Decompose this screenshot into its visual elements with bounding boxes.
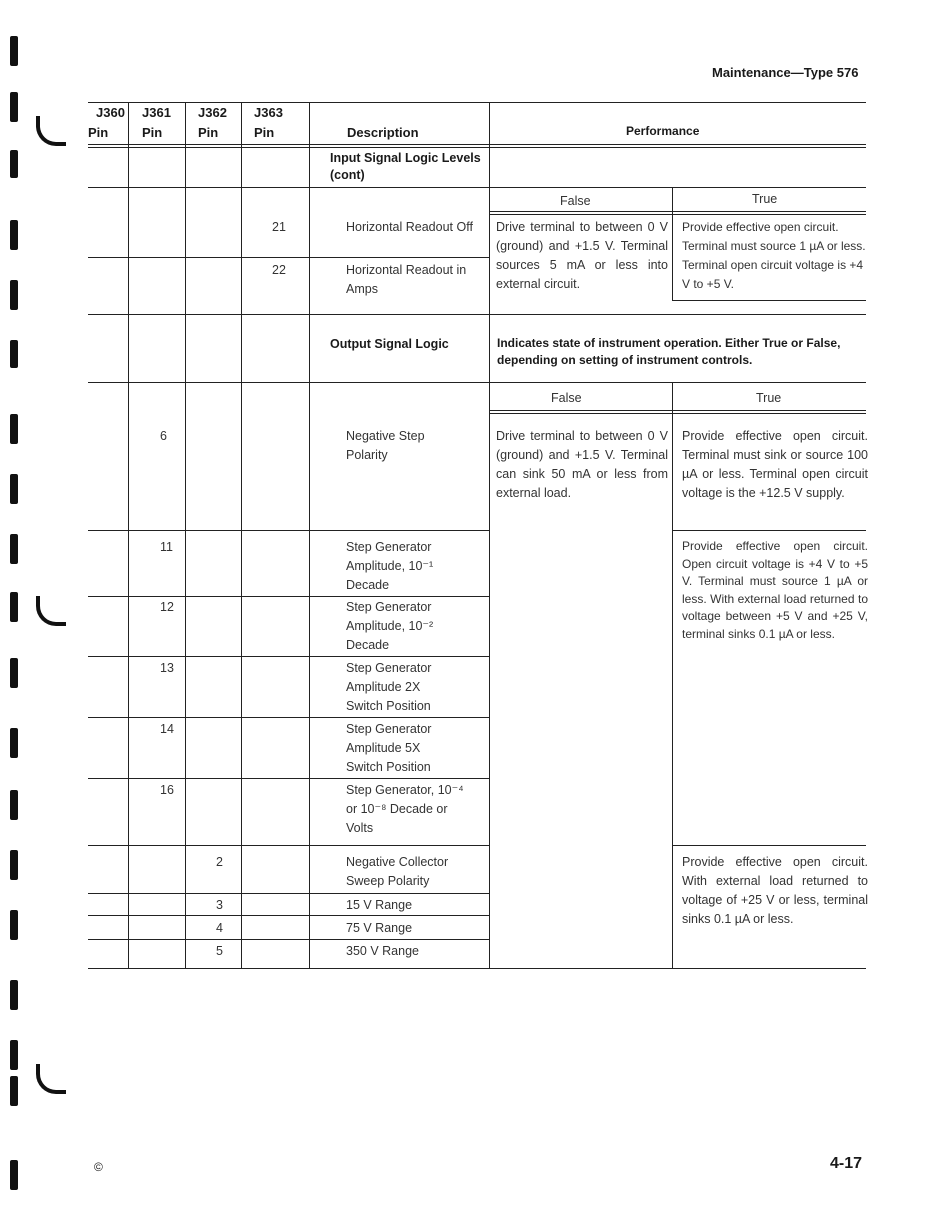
header-j361: J361: [142, 105, 171, 120]
pin-j362-5: 5: [216, 944, 223, 958]
binder-hook: [36, 596, 66, 626]
pin-j361-12: 12: [160, 600, 174, 614]
output-true-label: True: [756, 391, 782, 405]
pin-j361-16: 16: [160, 783, 174, 797]
output-true-text-3: Provide effective open circuit. With external load returned to voltage of +25 V or less, terminal sinks 0.1 µA or less.: [682, 855, 868, 926]
pin-j361-11: 11: [160, 540, 173, 554]
output-section-note: Indicates state of instrument operation. Either True or False, depending on setting of instrument controls.: [497, 336, 841, 367]
binder-hook: [36, 116, 66, 146]
output-false-label: False: [551, 391, 582, 405]
desc-step-gen-amp-10-2: Step Generator Amplitude, 10⁻² Decade: [346, 600, 434, 652]
input-true-text: Provide effective open circuit. Terminal must source 1 µA or less. Terminal open circuit voltage is +4 V to +5 V.: [682, 220, 866, 291]
header-j362-pin: Pin: [198, 125, 219, 140]
header-j363: J363: [254, 105, 283, 120]
input-false-text: Drive terminal to between 0 V (ground) and +1.5 V. Terminal sources 5 mA or less into external circuit.: [496, 220, 668, 291]
desc-negative-collector-sweep: Negative Collector Sweep Polarity: [346, 855, 449, 888]
desc-step-gen-amp-2x: Step Generator Amplitude 2X Switch Position: [346, 661, 432, 713]
pin-j362-3: 3: [216, 898, 223, 912]
desc-step-gen-amp-5x: Step Generator Amplitude 5X Switch Position: [346, 722, 432, 774]
desc-horizontal-readout-off: Horizontal Readout Off: [346, 220, 473, 234]
header-j360-pin: Pin: [88, 125, 109, 140]
header-performance: Performance: [626, 124, 700, 138]
input-section-title: Input Signal Logic Levels (cont): [330, 151, 481, 182]
binder-hook: [36, 1064, 66, 1094]
desc-step-gen-amp-10-1: Step Generator Amplitude, 10⁻¹ Decade: [346, 540, 434, 592]
pin-j361-13: 13: [160, 661, 174, 675]
desc-negative-step-polarity: Negative Step Polarity: [346, 429, 425, 462]
output-true-text-2: Provide effective open circuit. Open circuit voltage is +4 V to +5 V. Terminal must source 1 µA or less. With external load returned to voltage between +5 V and +25 V, terminal sinks 0.1 µA or less.: [682, 539, 868, 641]
running-header: Maintenance—Type 576: [712, 65, 859, 80]
header-j361-pin: Pin: [142, 125, 163, 140]
header-description: Description: [347, 125, 419, 140]
desc-75v-range: 75 V Range: [346, 921, 413, 935]
header-j362: J362: [198, 105, 227, 120]
output-false-text: Drive terminal to between 0 V (ground) and +1.5 V. Terminal can sink 50 mA or less from external load.: [496, 429, 668, 500]
pin-j363-21: 21: [272, 220, 286, 234]
desc-350v-range: 350 V Range: [346, 944, 419, 958]
pin-j361-6: 6: [160, 429, 167, 443]
input-false-label: False: [560, 194, 591, 208]
pin-j361-14: 14: [160, 722, 174, 736]
pin-j362-2: 2: [216, 855, 223, 869]
desc-step-gen-decade-volts: Step Generator, 10⁻⁴ or 10⁻⁸ Decade or Volts: [346, 783, 464, 835]
desc-horizontal-readout-amps: Horizontal Readout in Amps: [346, 263, 467, 296]
desc-15v-range: 15 V Range: [346, 898, 413, 912]
input-true-label: True: [752, 192, 778, 206]
header-j360: J360: [96, 105, 125, 120]
page-number: 4-17: [830, 1155, 863, 1172]
pin-j362-4: 4: [216, 921, 223, 935]
output-true-text-1: Provide effective open circuit. Terminal must sink or source 100 µA or less. Terminal open circuit voltage is the +12.5 V supply.: [682, 429, 868, 500]
header-j363-pin: Pin: [254, 125, 275, 140]
pin-j363-22: 22: [272, 263, 286, 277]
output-section-title: Output Signal Logic: [330, 337, 449, 351]
copyright-symbol: ©: [94, 1160, 103, 1174]
